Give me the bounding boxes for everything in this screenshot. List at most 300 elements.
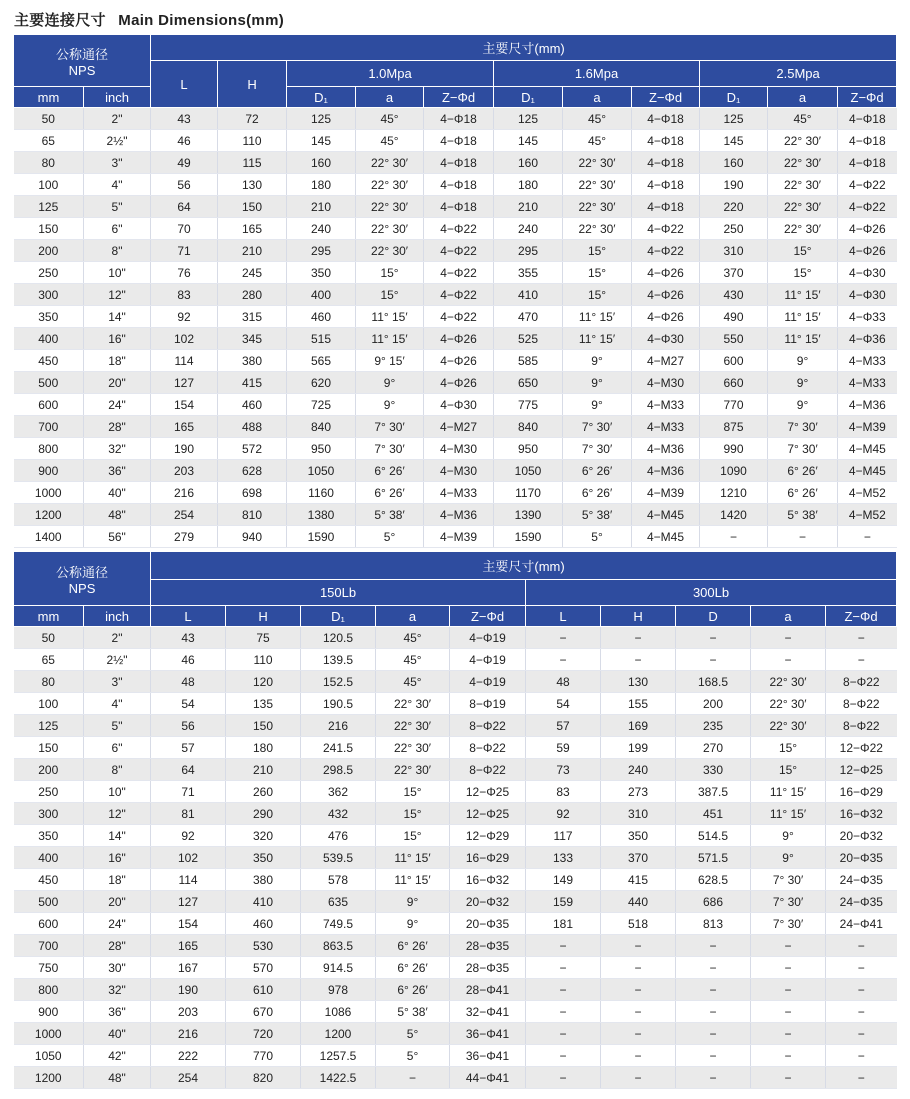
table-cell: 22° 30′ bbox=[356, 152, 424, 174]
table-cell: − bbox=[601, 1067, 676, 1089]
table-cell: 578 bbox=[301, 869, 376, 891]
table-cell: 600 bbox=[14, 913, 84, 935]
table-cell: 1210 bbox=[700, 482, 768, 504]
table-cell: − bbox=[601, 957, 676, 979]
table-cell: 686 bbox=[676, 891, 751, 913]
table-cell: 770 bbox=[700, 394, 768, 416]
table-cell: 50 bbox=[14, 108, 84, 130]
table-cell: 120 bbox=[226, 671, 301, 693]
col-header-z-d: Z−Φd bbox=[826, 606, 897, 627]
table-cell: 28−Φ35 bbox=[450, 935, 526, 957]
table-cell: 4−M30 bbox=[424, 438, 494, 460]
nps-header-cn: 公称通径 bbox=[56, 46, 109, 62]
table-cell: 83 bbox=[151, 284, 218, 306]
table-cell: 5° 38′ bbox=[356, 504, 424, 526]
col-header-D: D bbox=[676, 606, 751, 627]
table-cell: − bbox=[601, 979, 676, 1001]
table-cell: 250 bbox=[14, 781, 84, 803]
table-cell: 500 bbox=[14, 891, 84, 913]
table-cell: 15° bbox=[356, 262, 424, 284]
table-cell: − bbox=[751, 1023, 826, 1045]
table-cell: 350 bbox=[14, 825, 84, 847]
table-cell: 415 bbox=[218, 372, 287, 394]
table-cell: 12−Φ25 bbox=[450, 781, 526, 803]
table-cell: 1422.5 bbox=[301, 1067, 376, 1089]
table-cell: 30" bbox=[84, 957, 151, 979]
table-cell: 57 bbox=[526, 715, 601, 737]
table-cell: 620 bbox=[287, 372, 356, 394]
col-header-a: a bbox=[376, 606, 450, 627]
table-cell: 235 bbox=[676, 715, 751, 737]
table-row bbox=[14, 350, 897, 372]
table-cell: 92 bbox=[151, 306, 218, 328]
table-cell: 635 bbox=[301, 891, 376, 913]
table-cell: 345 bbox=[218, 328, 287, 350]
table-cell: 5° 38′ bbox=[563, 504, 632, 526]
table-cell: 4−Φ26 bbox=[632, 306, 700, 328]
table-row bbox=[14, 108, 897, 130]
table-cell: 950 bbox=[287, 438, 356, 460]
col-header-a: a bbox=[751, 606, 826, 627]
table-cell: 5" bbox=[84, 715, 151, 737]
table-cell: 2" bbox=[84, 627, 151, 649]
col-header-inch: inch bbox=[84, 87, 151, 108]
table-cell: − bbox=[601, 1023, 676, 1045]
table-cell: 800 bbox=[14, 438, 84, 460]
table-cell: 8−Φ22 bbox=[826, 671, 897, 693]
table-cell: 57 bbox=[151, 737, 226, 759]
table-cell: 650 bbox=[494, 372, 563, 394]
table-cell: 199 bbox=[601, 737, 676, 759]
table-cell: 875 bbox=[700, 416, 768, 438]
table-cell: 28−Φ35 bbox=[450, 957, 526, 979]
table-cell: 114 bbox=[151, 869, 226, 891]
table-cell: 4" bbox=[84, 174, 151, 196]
table-cell: 840 bbox=[494, 416, 563, 438]
table-cell: 15° bbox=[751, 759, 826, 781]
table-cell: 900 bbox=[14, 1001, 84, 1023]
table-cell: 117 bbox=[526, 825, 601, 847]
table-cell: 150 bbox=[226, 715, 301, 737]
table-cell: 18" bbox=[84, 350, 151, 372]
table-cell: 565 bbox=[287, 350, 356, 372]
table-cell: 4−Φ26 bbox=[424, 372, 494, 394]
col-header-mm: mm bbox=[14, 87, 84, 108]
table-cell: 539.5 bbox=[301, 847, 376, 869]
table-cell: 135 bbox=[226, 693, 301, 715]
table-cell: − bbox=[826, 935, 897, 957]
table-cell: 165 bbox=[151, 935, 226, 957]
table-cell: 6° 26′ bbox=[376, 957, 450, 979]
table-cell: − bbox=[751, 1001, 826, 1023]
table-cell: 451 bbox=[676, 803, 751, 825]
table-cell: 125 bbox=[700, 108, 768, 130]
table-cell: 127 bbox=[151, 891, 226, 913]
table-cell: 28" bbox=[84, 935, 151, 957]
table-cell: 22° 30′ bbox=[563, 218, 632, 240]
table-cell: − bbox=[700, 526, 768, 548]
table-cell: 4−Φ18 bbox=[424, 196, 494, 218]
table-row bbox=[14, 759, 897, 781]
table-cell: 4−Φ19 bbox=[450, 671, 526, 693]
table-cell: 16−Φ29 bbox=[450, 847, 526, 869]
table-cell: 4−Φ18 bbox=[632, 152, 700, 174]
table-cell: 245 bbox=[218, 262, 287, 284]
table-cell: 9° bbox=[376, 913, 450, 935]
table-cell: − bbox=[751, 1067, 826, 1089]
table-cell: 110 bbox=[226, 649, 301, 671]
table-cell: 46 bbox=[151, 130, 218, 152]
table-row bbox=[14, 240, 897, 262]
table-cell: 518 bbox=[601, 913, 676, 935]
table-cell: 8−Φ22 bbox=[450, 737, 526, 759]
table-cell: 4−Φ26 bbox=[424, 328, 494, 350]
table-cell: 978 bbox=[301, 979, 376, 1001]
table-cell: − bbox=[751, 957, 826, 979]
group-header-300lb: 300Lb bbox=[526, 580, 897, 606]
table-cell: − bbox=[676, 649, 751, 671]
table-cell: 70 bbox=[151, 218, 218, 240]
table-cell: 7° 30′ bbox=[751, 913, 826, 935]
table-cell: 48 bbox=[151, 671, 226, 693]
table-cell: 15° bbox=[376, 803, 450, 825]
table-cell: 4−M33 bbox=[838, 372, 897, 394]
table-cell: 130 bbox=[601, 671, 676, 693]
table-cell: − bbox=[826, 1067, 897, 1089]
table-cell: 4−Φ18 bbox=[424, 108, 494, 130]
table-cell: 9° bbox=[751, 847, 826, 869]
table-cell: 125 bbox=[494, 108, 563, 130]
table-row bbox=[14, 526, 897, 548]
table-cell: 440 bbox=[601, 891, 676, 913]
table-row bbox=[14, 1067, 897, 1089]
table-cell: 4−Φ18 bbox=[632, 196, 700, 218]
group-header-150lb: 150Lb bbox=[151, 580, 526, 606]
table-cell: 1257.5 bbox=[301, 1045, 376, 1067]
table-cell: 4−M30 bbox=[424, 460, 494, 482]
table-cell: 370 bbox=[700, 262, 768, 284]
table-cell: 64 bbox=[151, 759, 226, 781]
table-cell: 145 bbox=[287, 130, 356, 152]
table-cell: 900 bbox=[14, 460, 84, 482]
table-cell: 750 bbox=[14, 957, 84, 979]
table-row bbox=[14, 627, 897, 649]
table-cell: 210 bbox=[218, 240, 287, 262]
table-cell: 2½" bbox=[84, 649, 151, 671]
table-cell: 310 bbox=[700, 240, 768, 262]
table-cell: 1090 bbox=[700, 460, 768, 482]
table-cell: 4−M45 bbox=[838, 438, 897, 460]
table-body bbox=[14, 108, 897, 548]
table-cell: 3" bbox=[84, 671, 151, 693]
table-cell: − bbox=[601, 649, 676, 671]
table-cell: 355 bbox=[494, 262, 563, 284]
table-cell: 1200 bbox=[301, 1023, 376, 1045]
table-cell: − bbox=[526, 1067, 601, 1089]
table-cell: 6° 26′ bbox=[768, 460, 838, 482]
table-cell: 4−M52 bbox=[838, 504, 897, 526]
table-cell: 15° bbox=[376, 825, 450, 847]
table-cell: 12−Φ22 bbox=[826, 737, 897, 759]
table-cell: 203 bbox=[151, 460, 218, 482]
table-cell: 15° bbox=[563, 262, 632, 284]
col-header-a: a bbox=[356, 87, 424, 108]
table-cell: 24−Φ35 bbox=[826, 891, 897, 913]
table-cell: 216 bbox=[151, 1023, 226, 1045]
table-row bbox=[14, 693, 897, 715]
table-cell: 9° bbox=[768, 394, 838, 416]
nps-header bbox=[14, 35, 151, 87]
table-cell: 6° 26′ bbox=[376, 935, 450, 957]
table-cell: 9° bbox=[376, 891, 450, 913]
table-cell: 295 bbox=[494, 240, 563, 262]
table-cell: 4−Φ26 bbox=[424, 350, 494, 372]
table-cell: − bbox=[676, 1045, 751, 1067]
table-cell: 310 bbox=[601, 803, 676, 825]
table-cell: 432 bbox=[301, 803, 376, 825]
table-cell: 1086 bbox=[301, 1001, 376, 1023]
table-cell: − bbox=[526, 1045, 601, 1067]
table-cell: 350 bbox=[226, 847, 301, 869]
table-cell: − bbox=[826, 1023, 897, 1045]
table-cell: 7° 30′ bbox=[768, 416, 838, 438]
table-cell: 350 bbox=[14, 306, 84, 328]
table-cell: 4−Φ18 bbox=[424, 174, 494, 196]
table-cell: 180 bbox=[226, 737, 301, 759]
table-cell: 15° bbox=[768, 262, 838, 284]
table-cell: 15° bbox=[563, 284, 632, 306]
table-cell: 72 bbox=[218, 108, 287, 130]
table-cell: 92 bbox=[526, 803, 601, 825]
table-row bbox=[14, 394, 897, 416]
table-cell: 12−Φ25 bbox=[450, 803, 526, 825]
col-header-L: L bbox=[151, 606, 226, 627]
table-cell: 71 bbox=[151, 240, 218, 262]
table-cell: 28" bbox=[84, 416, 151, 438]
table-cell: 22° 30′ bbox=[376, 715, 450, 737]
table-cell: 4−Φ33 bbox=[838, 306, 897, 328]
table-cell: 4−Φ22 bbox=[424, 306, 494, 328]
table-cell: 500 bbox=[14, 372, 84, 394]
table-cell: 4−M39 bbox=[632, 482, 700, 504]
table-cell: 4−M27 bbox=[424, 416, 494, 438]
table-cell: 180 bbox=[494, 174, 563, 196]
group-header-1-6mpa: 1.6Mpa bbox=[494, 61, 700, 87]
table-cell: 100 bbox=[14, 693, 84, 715]
group-header-2-5mpa: 2.5Mpa bbox=[700, 61, 897, 87]
table-cell: 7° 30′ bbox=[563, 416, 632, 438]
table-cell: 45° bbox=[376, 627, 450, 649]
table-cell: 298.5 bbox=[301, 759, 376, 781]
table-cell: 11° 15′ bbox=[356, 328, 424, 350]
table-cell: 216 bbox=[151, 482, 218, 504]
group-header-1-0mpa: 1.0Mpa bbox=[287, 61, 494, 87]
table-cell: 2" bbox=[84, 108, 151, 130]
table-cell: 4−M45 bbox=[838, 460, 897, 482]
table-cell: − bbox=[826, 957, 897, 979]
table-cell: 4−M36 bbox=[632, 460, 700, 482]
table-cell: 775 bbox=[494, 394, 563, 416]
table-cell: 64 bbox=[151, 196, 218, 218]
table-cell: − bbox=[526, 627, 601, 649]
table-cell: 100 bbox=[14, 174, 84, 196]
table-cell: 45° bbox=[376, 671, 450, 693]
table-cell: 210 bbox=[494, 196, 563, 218]
table-cell: 22° 30′ bbox=[768, 174, 838, 196]
table-cell: 4−M39 bbox=[424, 526, 494, 548]
table-cell: 44−Φ41 bbox=[450, 1067, 526, 1089]
col-header-H: H bbox=[218, 61, 287, 108]
table-cell: 190 bbox=[151, 438, 218, 460]
table-cell: 12−Φ29 bbox=[450, 825, 526, 847]
table-cell: 11° 15′ bbox=[376, 869, 450, 891]
table-cell: 22° 30′ bbox=[376, 759, 450, 781]
table-cell: 59 bbox=[526, 737, 601, 759]
table-cell: 154 bbox=[151, 394, 218, 416]
table-cell: 45° bbox=[376, 649, 450, 671]
table-row bbox=[14, 847, 897, 869]
col-header-mm: mm bbox=[14, 606, 84, 627]
main-dims-header: 主要尺寸(mm) bbox=[151, 35, 897, 61]
table-cell: 22° 30′ bbox=[768, 152, 838, 174]
table-cell: 115 bbox=[218, 152, 287, 174]
table-cell: 514.5 bbox=[676, 825, 751, 847]
table-cell: 20−Φ35 bbox=[826, 847, 897, 869]
table-row bbox=[14, 825, 897, 847]
table-row bbox=[14, 196, 897, 218]
table-cell: 43 bbox=[151, 108, 218, 130]
table-cell: 460 bbox=[226, 913, 301, 935]
table-cell: 139.5 bbox=[301, 649, 376, 671]
table-cell: 300 bbox=[14, 284, 84, 306]
table-cell: 914.5 bbox=[301, 957, 376, 979]
table-cell: 150 bbox=[14, 737, 84, 759]
table-cell: 600 bbox=[14, 394, 84, 416]
table-cell: 45° bbox=[563, 130, 632, 152]
table-row bbox=[14, 284, 897, 306]
table-cell: 460 bbox=[287, 306, 356, 328]
table-cell: 15° bbox=[376, 781, 450, 803]
table-cell: 415 bbox=[601, 869, 676, 891]
table-cell: 22° 30′ bbox=[376, 737, 450, 759]
table-cell: − bbox=[838, 526, 897, 548]
table-cell: 9° 15′ bbox=[356, 350, 424, 372]
table-cell: 1050 bbox=[14, 1045, 84, 1067]
table-cell: 515 bbox=[287, 328, 356, 350]
table-cell: 810 bbox=[218, 504, 287, 526]
table-cell: 863.5 bbox=[301, 935, 376, 957]
table-cell: 16−Φ32 bbox=[826, 803, 897, 825]
table-cell: − bbox=[826, 627, 897, 649]
page-title-en: Main Dimensions(mm) bbox=[118, 12, 285, 29]
table-cell: 20" bbox=[84, 891, 151, 913]
table-cell: 160 bbox=[700, 152, 768, 174]
table-cell: 11° 15′ bbox=[356, 306, 424, 328]
table-cell: 6° 26′ bbox=[563, 460, 632, 482]
table-cell: 370 bbox=[601, 847, 676, 869]
table-cell: 7° 30′ bbox=[751, 869, 826, 891]
table-cell: 320 bbox=[226, 825, 301, 847]
table-cell: 10" bbox=[84, 781, 151, 803]
table-cell: 45° bbox=[563, 108, 632, 130]
table-cell: 2½" bbox=[84, 130, 151, 152]
table-cell: − bbox=[676, 979, 751, 1001]
table-cell: 16−Φ29 bbox=[826, 781, 897, 803]
table-cell: 4−Φ22 bbox=[632, 240, 700, 262]
table-cell: 18" bbox=[84, 869, 151, 891]
table-cell: 450 bbox=[14, 350, 84, 372]
table-cell: 7° 30′ bbox=[768, 438, 838, 460]
table-cell: 8−Φ22 bbox=[826, 693, 897, 715]
col-header-a: a bbox=[768, 87, 838, 108]
table-cell: 80 bbox=[14, 152, 84, 174]
table-cell: 190.5 bbox=[301, 693, 376, 715]
table-cell: − bbox=[676, 1001, 751, 1023]
table-cell: − bbox=[601, 935, 676, 957]
table-cell: 290 bbox=[226, 803, 301, 825]
table-cell: 4" bbox=[84, 693, 151, 715]
table-cell: 133 bbox=[526, 847, 601, 869]
table-cell: 48" bbox=[84, 1067, 151, 1089]
col-header-a: a bbox=[563, 87, 632, 108]
table-cell: − bbox=[751, 649, 826, 671]
page-title-cn: 主要连接尺寸 bbox=[14, 12, 106, 29]
table-row bbox=[14, 1045, 897, 1067]
table-cell: 4−Φ22 bbox=[424, 218, 494, 240]
table-cell: 570 bbox=[226, 957, 301, 979]
table-cell: 670 bbox=[226, 1001, 301, 1023]
table-cell: 4−Φ22 bbox=[632, 218, 700, 240]
table-cell: 10" bbox=[84, 262, 151, 284]
table-cell: 12−Φ25 bbox=[826, 759, 897, 781]
table-cell: 83 bbox=[526, 781, 601, 803]
table-cell: 16" bbox=[84, 328, 151, 350]
table-cell: 15° bbox=[563, 240, 632, 262]
table-cell: 1160 bbox=[287, 482, 356, 504]
table-cell: 940 bbox=[218, 526, 287, 548]
table-cell: 254 bbox=[151, 1067, 226, 1089]
table-cell: 4−Φ22 bbox=[838, 196, 897, 218]
table-row bbox=[14, 482, 897, 504]
table-cell: 167 bbox=[151, 957, 226, 979]
table-cell: 530 bbox=[226, 935, 301, 957]
table-cell: 6" bbox=[84, 218, 151, 240]
table-cell: 32" bbox=[84, 979, 151, 1001]
table-cell: 56" bbox=[84, 526, 151, 548]
table-cell: 22° 30′ bbox=[356, 240, 424, 262]
table-cell: 550 bbox=[700, 328, 768, 350]
table-cell: 628 bbox=[218, 460, 287, 482]
table-cell: 400 bbox=[14, 847, 84, 869]
table-cell: 20" bbox=[84, 372, 151, 394]
table-cell: 4−Φ30 bbox=[632, 328, 700, 350]
table-cell: 4−Φ18 bbox=[838, 152, 897, 174]
table-cell: 200 bbox=[676, 693, 751, 715]
table-cell: 22° 30′ bbox=[768, 218, 838, 240]
table-cell: 240 bbox=[287, 218, 356, 240]
table-cell: 241.5 bbox=[301, 737, 376, 759]
table-cell: 600 bbox=[700, 350, 768, 372]
table-row bbox=[14, 152, 897, 174]
table-cell: 11° 15′ bbox=[376, 847, 450, 869]
table-cell: − bbox=[826, 649, 897, 671]
table-cell: 430 bbox=[700, 284, 768, 306]
table-cell: 20−Φ35 bbox=[450, 913, 526, 935]
table-cell: 203 bbox=[151, 1001, 226, 1023]
table-cell: 22° 30′ bbox=[751, 715, 826, 737]
table-row bbox=[14, 372, 897, 394]
table-cell: 1000 bbox=[14, 1023, 84, 1045]
